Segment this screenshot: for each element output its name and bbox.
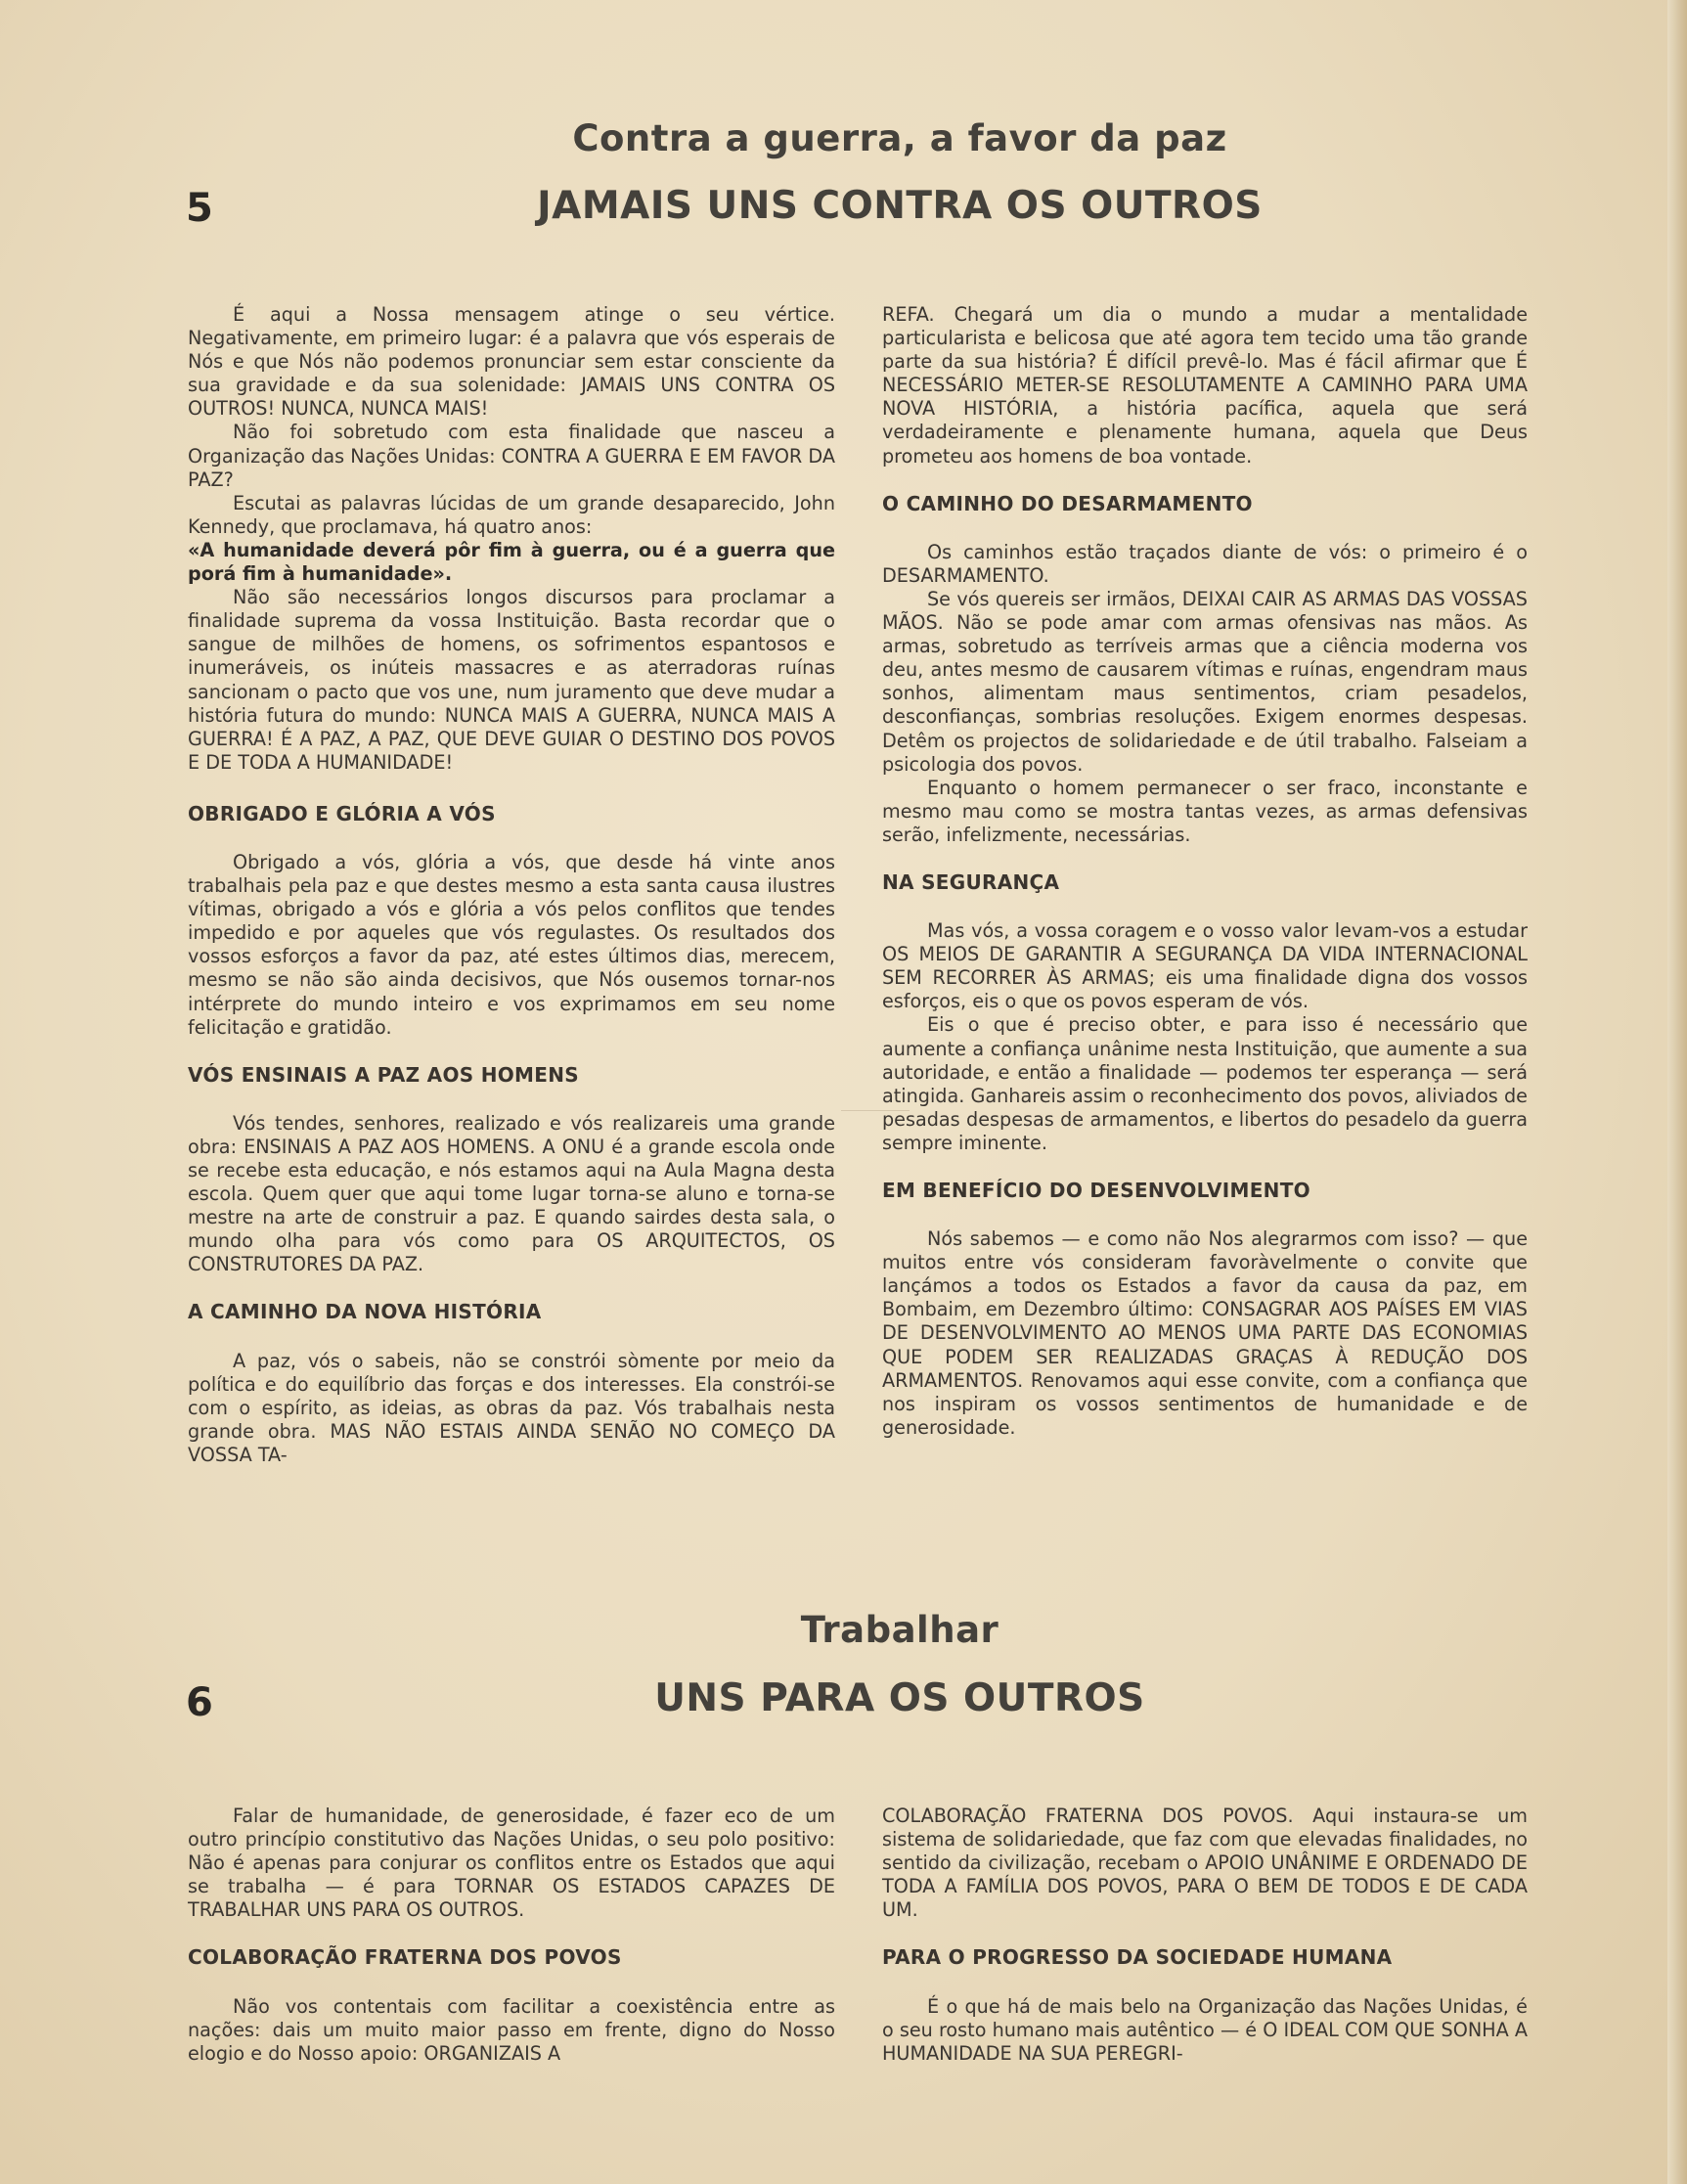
paragraph-humanidade: Falar de humanidade, de generosidade, é fazer eco de um outro princípio constitutivo das Nações Unidas, o seu polo positivo: Não é apenas para conjurar os conflitos entre os Estados que aqui se trabalha — é para TORNAR OS ESTADOS CAPAZES DE TRABALHAR UNS PARA OS OUTROS. (188, 1805, 835, 1922)
paragraph-desarm-2: Se vós quereis ser irmãos, DEIXAI CAIR AS ARMAS DAS VOSSAS MÃOS. Não se pode amar com armas ofensivas nas mãos. As armas, sobretudo as terríveis armas que a ciência moderna vos deu, antes mesmo de causarem vítimas e ruínas, engendram maus sonhos, alimentam maus sentimentos, criam pesadelos, desconfianças, sombrias resoluções. Exigem enormes despesas. Detêm os projectos de solidariedade e de útil trabalho. Falseiam a psicologia dos povos. (882, 587, 1528, 776)
paragraph-ensinais: Vós tendes, senhores, realizado e vós realizareis uma grande obra: ENSINAIS A PAZ AOS HOMENS. A ONU é a grande escola onde se recebe esta educação, e nós estamos aqui na Aula Magna desta escola. Quem quer que aqui tome lugar torna-se aluno e torna-se mestre na arte de construir a paz. E quando sairdes desta sala, o mundo olha para vós como para OS ARQUITECTOS, OS CONSTRUTORES DA PAZ. (188, 1111, 835, 1276)
paragraph-desarm-1: Os caminhos estão traçados diante de vós: o primeiro é o DESARMAMENTO. (882, 540, 1528, 587)
section6-left-column (188, 1805, 835, 2066)
section6-title: Trabalhar (800, 1609, 999, 1651)
paragraph-kennedy (188, 492, 835, 586)
heading-seguranca: NA SEGURANÇA (882, 869, 1060, 894)
heading-obrigado: OBRIGADO E GLÓRIA A VÓS (188, 801, 496, 825)
paper-edge (1667, 0, 1687, 2184)
section5-subtitle: JAMAIS UNS CONTRA OS OUTROS (537, 184, 1263, 228)
paragraph-vertice: É aqui a Nossa mensagem atinge o seu vértice. Negativamente, em primeiro lugar: é a palavra que vós esperais de Nós e que Nós não podemos pronunciar sem estar consciente da sua gravidade e da sua solenidade: JAMAIS UNS CONTRA OS OUTROS! NUNCA, NUNCA MAIS! (188, 303, 835, 421)
heading-caminho-historia: A CAMINHO DA NOVA HISTÓRIA (188, 1300, 542, 1324)
heading-progresso: PARA O PROGRESSO DA SOCIEDADE HUMANA (882, 1945, 1393, 1970)
section5-right-column (882, 303, 1528, 1440)
paragraph-seguranca-2: Eis o que é preciso obter, e para isso é necessário que aumente a confiança unânime nesta Instituição, que aumente a sua autoridade, e então a finalidade — podemos ter esperança — será atingida. Ganhareis assim o reconhecimento dos povos, aliviados de pesadas despesas de armamentos, e libertos do pesadelo da guerra sempre iminente. (882, 1013, 1528, 1154)
heading-desarmamento: O CAMINHO DO DESARMAMENTO (882, 491, 1253, 515)
paragraph-seguranca-1: Mas vós, a vossa coragem e o vosso valor levam-vos a estudar OS MEIOS DE GARANTIR A SEGURANÇA DA VIDA INTERNACIONAL SEM RECORRER ÀS ARMAS; eis uma finalidade digna dos vossos esforços, eis o que os povos esperam de vós. (882, 919, 1528, 1013)
paragraph-solidariedade: COLABORAÇÃO FRATERNA DOS POVOS. Aqui instaura-se um sistema de solidariedade, que faz com que elevadas finalidades, no sentido da civilização, recebam o APOIO UNÂNIME E ORDENADO DE TODA A FAMÍLIA DOS POVOS, PARA O BEM DE TODOS E DE CADA UM. (882, 1805, 1528, 1922)
paragraph-caminho-historia: A paz, vós o sabeis, não se constrói sòmente por meio da política e do equilíbrio das forças e dos interesses. Ela constrói-se com o espírito, as ideias, as obras da paz. Vós trabalhais nesta grande obra. MAS NÃO ESTAIS AINDA SENÃO NO COMEÇO DA VOSSA TA- (188, 1349, 835, 1466)
section6-number: 6 (186, 1680, 213, 1725)
paragraph-progresso: É o que há de mais belo na Organização das Nações Unidas, é o seu rosto humano mais autêntico — é O IDEAL COM QUE SONHA A HUMANIDADE NA SUA PEREGRI- (882, 1994, 1528, 2065)
section6-subtitle: UNS PARA OS OUTROS (654, 1676, 1145, 1720)
kennedy-quote: «A humanidade deverá pôr fim à guerra, ou é a guerra que porá fim à humanidade». (188, 538, 835, 586)
paragraph-nunca-mais: Não são necessários longos discursos para proclamar a finalidade suprema da vossa Instituição. Basta recordar que o sangue de milhões de homens, os sofrimentos espantosos e inumeráveis, os inúteis massacres e as aterradoras ruínas sancionam o pacto que vos une, num juramento que deve mudar a história futura do mundo: NUNCA MAIS A GUERRA, NUNCA MAIS A GUERRA! É A PAZ, A PAZ, QUE DEVE GUIAR O DESTINO DOS POVOS E DE TODA A HUMANIDADE! (188, 586, 835, 774)
heading-beneficio: EM BENEFÍCIO DO DESENVOLVIMENTO (882, 1179, 1310, 1202)
paragraph-tarefa: REFA. Chegará um dia o mundo a mudar a mentalidade particularista e belicosa que até agora tem tecido uma tão grande parte da sua história? É difícil prevê-lo. Mas é fácil afirmar que É NECESSÁRIO METER-SE RESOLUTAMENTE A CAMINHO PARA UMA NOVA HISTÓRIA, a história pacífica, aquela que será verdadeiramente e plenamente humana, aquela que Deus prometeu aos homens de boa vontade. (882, 303, 1528, 468)
paragraph-obrigado: Obrigado a vós, glória a vós, que desde há vinte anos trabalhais pela paz e que destes mesmo a esta santa causa ilustres vítimas, obrigado a vós e glória a vós pelos conflitos que tendes impedido e por aqueles que vós regulastes. Os resultados dos vossos esforços a favor da paz, até estes últimos dias, merecem, mesmo se não são ainda decisivos, que Nós ousemos tornar-nos intérprete do mundo inteiro e vos exprimamos em seu nome felicitação e gratidão. (188, 850, 835, 1039)
section5-number: 5 (186, 186, 213, 231)
paragraph-colaboracao: Não vos contentais com facilitar a coexistência entre as nações: dais um muito maior passo em frente, digno do Nosso elogio e do Nosso apoio: ORGANIZAIS A (188, 1994, 835, 2065)
heading-ensinais: VÓS ENSINAIS A PAZ AOS HOMENS (188, 1062, 579, 1087)
section6-right-column (882, 1805, 1528, 2066)
paragraph-beneficio: Nós sabemos — e como não Nos alegrarmos com isso? — que muitos entre vós consideram favoràvelmente o convite que lançámos a todos os Estados a favor da causa da paz, em Bombaim, em Dezembro último: CONSAGRAR AOS PAÍSES EM VIAS DE DESENVOLVIMENTO AO MENOS UMA PARTE DAS ECONOMIAS QUE PODEM SER REALIZADAS GRAÇAS À REDUÇÃO DOS ARMAMENTOS. Renovamos aqui esse convite, com a confiança que nos inspiram os vossos sentimentos de humanidade e de generosidade. (882, 1227, 1528, 1439)
kennedy-intro: Escutai as palavras lúcidas de um grande desaparecido, John Kennedy, que proclamava, há quatro anos: (188, 491, 835, 538)
paragraph-finalidade: Não foi sobretudo com esta finalidade que nasceu a Organização das Nações Unidas: CONTRA A GUERRA E EM FAVOR DA PAZ? (188, 421, 835, 491)
heading-colaboracao: COLABORAÇÃO FRATERNA DOS POVOS (188, 1945, 622, 1970)
paragraph-desarm-3: Enquanto o homem permanecer o ser fraco, inconstante e mesmo mau como se mostra tantas vezes, as armas defensivas serão, infelizmente, necessárias. (882, 776, 1528, 846)
section5-left-column (188, 303, 835, 1467)
section5-title: Contra a guerra, a favor da paz (572, 117, 1227, 159)
